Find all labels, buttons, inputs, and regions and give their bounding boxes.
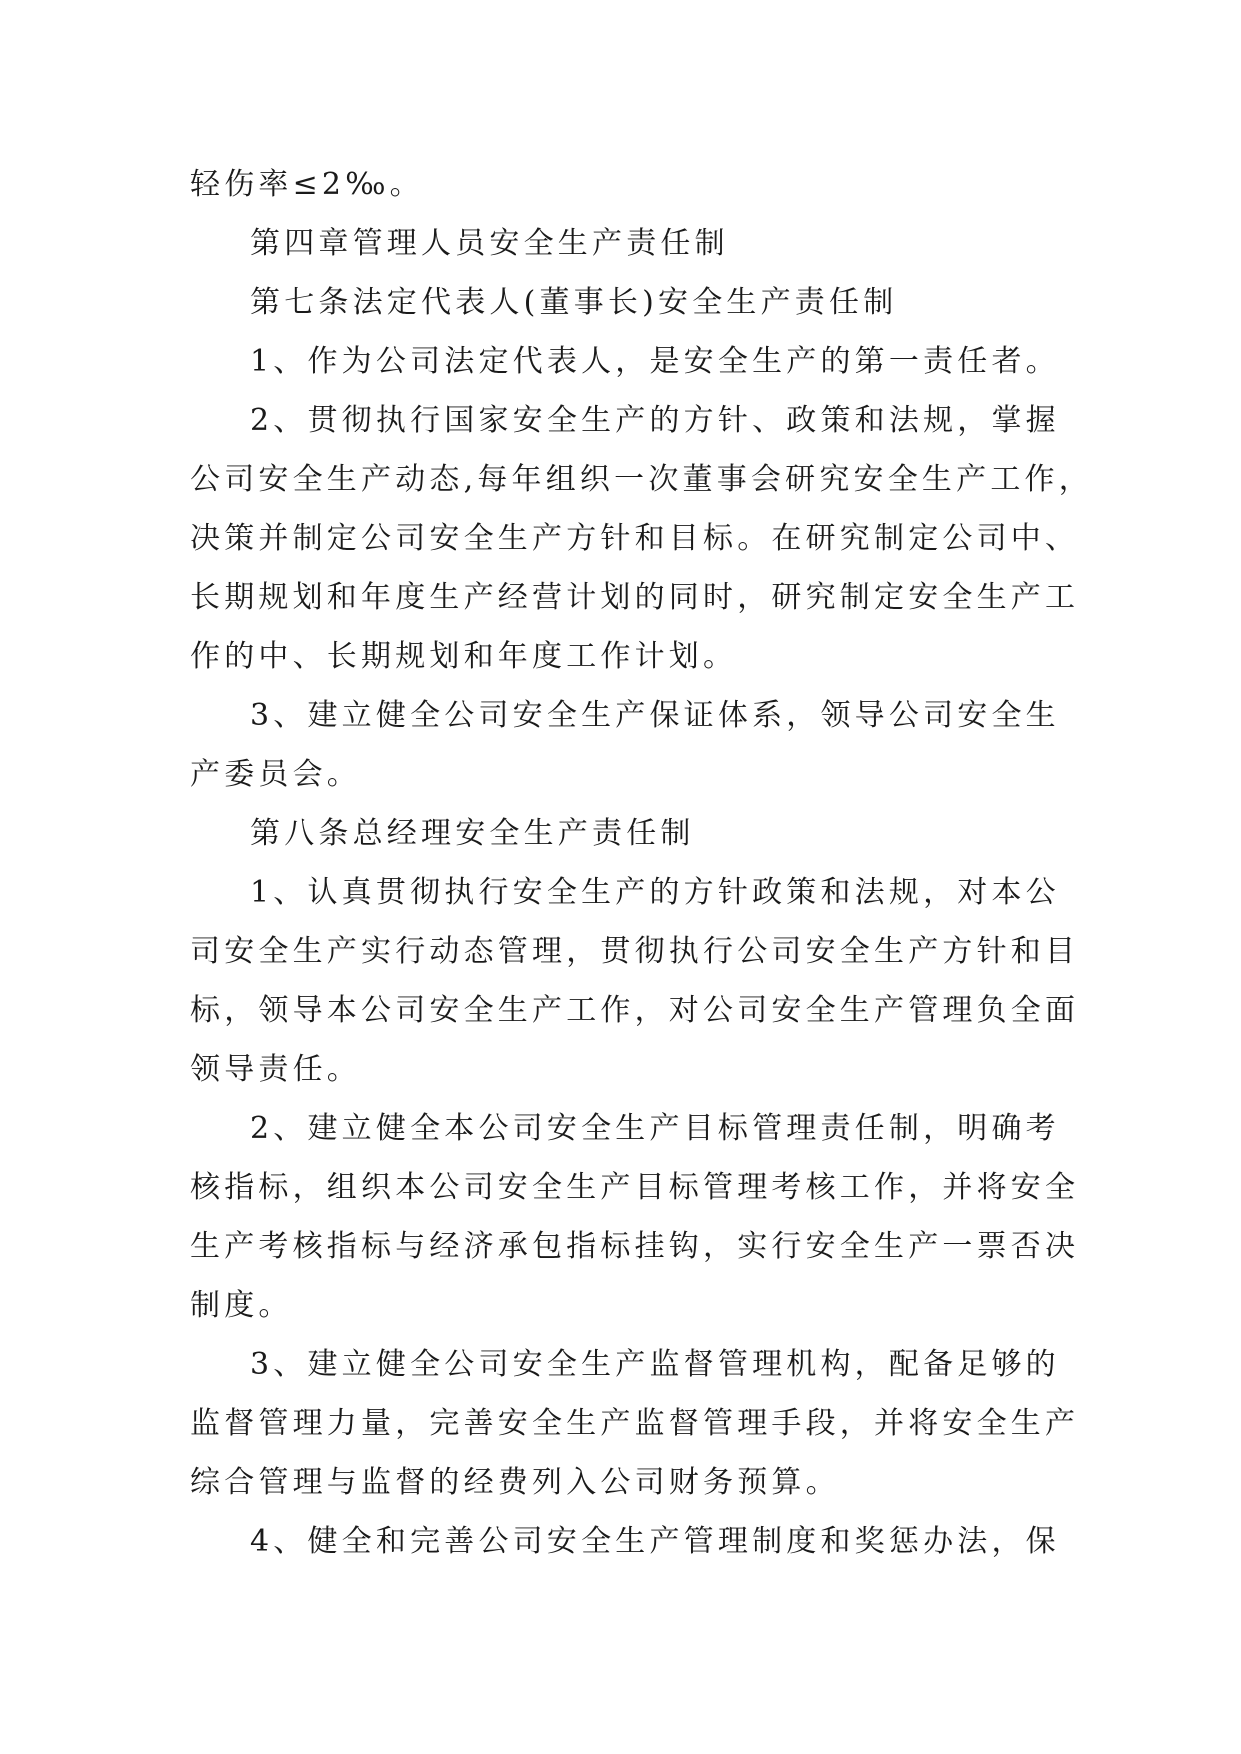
text-line: 3、建立健全公司安全生产保证体系，领导公司安全生 bbox=[250, 698, 1060, 733]
text-line: 公司安全生产动态,每年组织一次董事会研究安全生产工作， bbox=[190, 462, 1093, 497]
text-line: 2、贯彻执行国家安全生产的方针、政策和法规，掌握 bbox=[250, 403, 1060, 438]
text-line: 4、健全和完善公司安全生产管理制度和奖惩办法，保 bbox=[250, 1524, 1060, 1559]
text-line: 核指标，组织本公司安全生产目标管理考核工作，并将安全 bbox=[190, 1170, 1080, 1205]
text-line: 2、建立健全本公司安全生产目标管理责任制，明确考 bbox=[250, 1111, 1060, 1146]
article-heading: 第七条法定代表人(董事长)安全生产责任制 bbox=[250, 285, 898, 320]
chapter-heading: 第四章管理人员安全生产责任制 bbox=[250, 226, 729, 261]
text-line: 产委员会。 bbox=[190, 757, 361, 792]
text-line: 司安全生产实行动态管理，贯彻执行公司安全生产方针和目 bbox=[190, 934, 1080, 969]
text-line: 标，领导本公司安全生产工作，对公司安全生产管理负全面 bbox=[190, 993, 1080, 1028]
text-line: 作的中、长期规划和年度工作计划。 bbox=[190, 639, 738, 674]
text-line: 3、建立健全公司安全生产监督管理机构，配备足够的 bbox=[250, 1347, 1060, 1382]
text-line: 1、作为公司法定代表人，是安全生产的第一责任者。 bbox=[250, 344, 1060, 379]
text-line: 综合管理与监督的经费列入公司财务预算。 bbox=[190, 1465, 840, 1500]
text-line: 生产考核指标与经济承包指标挂钩，实行安全生产一票否决 bbox=[190, 1229, 1080, 1264]
text-line: 决策并制定公司安全生产方针和目标。在研究制定公司中、 bbox=[190, 521, 1080, 556]
text-line: 制度。 bbox=[190, 1288, 293, 1323]
text-line: 领导责任。 bbox=[190, 1052, 361, 1087]
text-line: 监督管理力量，完善安全生产监督管理手段，并将安全生产 bbox=[190, 1406, 1080, 1441]
text-line: 1、认真贯彻执行安全生产的方针政策和法规，对本公 bbox=[250, 875, 1060, 910]
text-line: 长期规划和年度生产经营计划的同时，研究制定安全生产工 bbox=[190, 580, 1080, 615]
article-heading: 第八条总经理安全生产责任制 bbox=[250, 816, 695, 851]
text-line: 轻伤率≤2‰。 bbox=[190, 167, 424, 202]
